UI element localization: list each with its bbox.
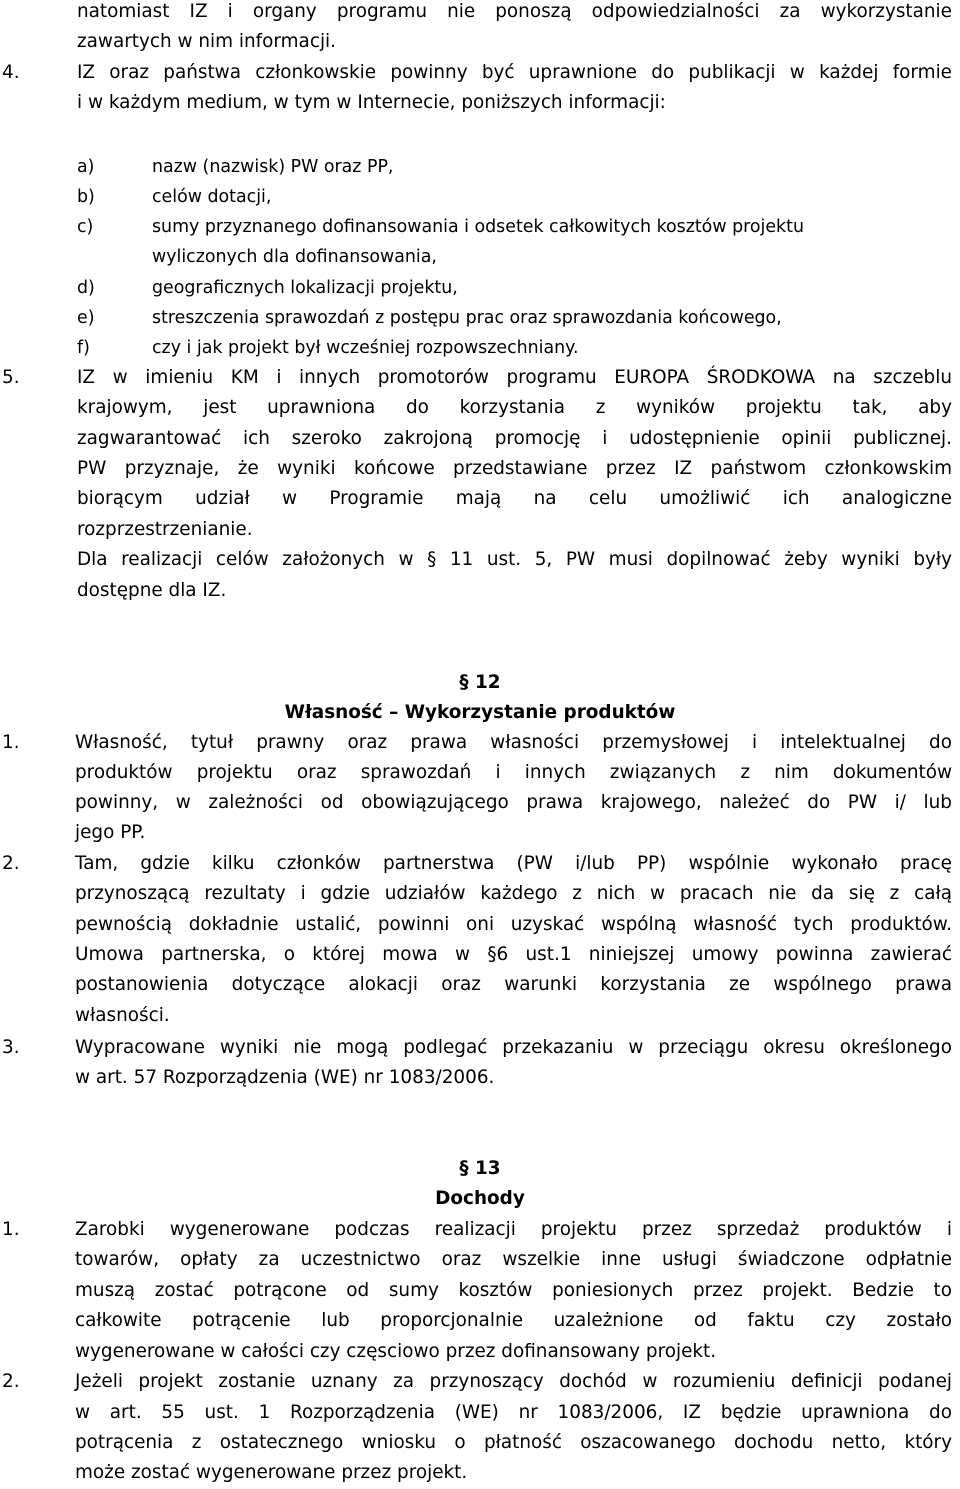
item5-line-7: Dla realizacji celów założonych w § 11 ust. 5, PW musi dopilnować żeby wyniki były (77, 549, 952, 570)
sec12-item1-line-2: produktów projektu oraz sprawozdań i innych związanych z nim dokumentów (75, 762, 952, 783)
section-12-number: § 12 (459, 672, 501, 693)
item3-line-1: natomiast IZ i organy programu nie ponoszą odpowiedzialności za wykorzystanie (77, 1, 952, 22)
sub-c-text-2: wyliczonych dla dofinansowania, (152, 247, 437, 267)
sub-d-text: geograficznych lokalizacji projektu, (152, 278, 458, 298)
sec12-item2-line-4: Umowa partnerska, o której mowa w §6 ust.1 niniejszej umowy powinna zawierać (75, 944, 952, 965)
item4-line-1: IZ oraz państwa członkowskie powinny być uprawnione do publikacji w każdej formie (77, 62, 952, 83)
sec13-item1-line-5: wygenerowane w całości czy częsciowo przez dofinansowany projekt. (75, 1341, 717, 1362)
item5-number: 5. (2, 367, 20, 388)
sec12-item1-line-4: jego PP. (75, 822, 146, 843)
sec13-item1-line-3: muszą zostać potrącone od sumy kosztów poniesionych przez projekt. Bedzie to (75, 1280, 952, 1301)
section-13-title: Dochody (435, 1188, 525, 1209)
sec13-item2-line-2: w art. 55 ust. 1 Rozporządzenia (WE) nr 1083/2006, IZ będzie uprawniona do (75, 1402, 952, 1423)
sub-e-text: streszczenia sprawozdań z postępu prac oraz sprawozdania końcowego, (152, 308, 782, 328)
sub-b-label: b) (77, 187, 95, 207)
sub-f-label: f) (77, 338, 90, 358)
item5-line-1: IZ w imieniu KM i innych promotorów programu EUROPA ŚRODKOWA na szczeblu (77, 367, 952, 388)
sec12-item2-line-2: przynoszącą rezultaty i gdzie udziałów każdego z nich w pracach nie da się z całą (75, 883, 952, 904)
item5-line-5: biorącym udział w Programie mają na celu umożliwić ich analogiczne (77, 488, 952, 509)
sec12-item1-line-1: Własność, tytuł prawny oraz prawa własności przemysłowej i intelektualnej do (75, 732, 952, 753)
sub-a-label: a) (77, 157, 95, 177)
sec12-item2-line-6: własności. (75, 1005, 170, 1026)
sec12-item3-line-2: w art. 57 Rozporządzenia (WE) nr 1083/2006. (75, 1067, 495, 1088)
sec13-item2-line-4: może zostać wygenerowane przez projekt. (75, 1462, 468, 1483)
item5-line-8: dostępne dla IZ. (77, 580, 227, 601)
sub-e-label: e) (77, 308, 95, 328)
sec13-item2-line-3: potrącenia z ostatecznego wniosku o płatność oszacowanego dochodu netto, który (75, 1432, 952, 1453)
sec13-item1-line-4: całkowite potrącenie lub proporcjonalnie uzależnione od faktu czy zostało (75, 1310, 952, 1331)
sec12-item1-line-3: powinny, w zależności od obowiązującego prawa krajowego, należeć do PW i/ lub (75, 792, 952, 813)
section-12-title: Własność – Wykorzystanie produktów (284, 702, 676, 723)
section-13-number: § 13 (459, 1158, 501, 1179)
item4-number: 4. (2, 62, 20, 83)
item4-line-2: i w każdym medium, w tym w Internecie, poniższych informacji: (77, 92, 666, 113)
sub-a-text: nazw (nazwisk) PW oraz PP, (152, 157, 394, 177)
item5-line-4: PW przyznaje, że wyniki końcowe przedstawiane przez IZ państwom członkowskim (77, 458, 952, 479)
sub-c-text-1: sumy przyznanego dofinansowania i odsetek całkowitych kosztów projektu (152, 217, 804, 237)
sec12-item2-line-5: postanowienia dotyczące alokacji oraz warunki korzystania ze wspólnego prawa (75, 974, 952, 995)
sec12-item2-number: 2. (2, 853, 20, 874)
sec12-item1-number: 1. (2, 732, 20, 753)
sub-c-label: c) (77, 217, 94, 237)
sec13-item2-line-1: Jeżeli projekt zostanie uznany za przynoszący dochód w rozumieniu definicji podanej (75, 1371, 952, 1392)
sec12-item3-line-1: Wypracowane wyniki nie mogą podlegać przekazaniu w przeciągu okresu określonego (75, 1037, 952, 1058)
sub-b-text: celów dotacji, (152, 187, 272, 207)
sec12-item3-number: 3. (2, 1037, 20, 1058)
sub-f-text: czy i jak projekt był wcześniej rozpowszechniany. (152, 338, 579, 358)
sec13-item2-number: 2. (2, 1371, 20, 1392)
item3-line-2: zawartych w nim informacji. (77, 31, 337, 52)
sec13-item1-number: 1. (2, 1219, 20, 1240)
sec13-item1-line-1: Zarobki wygenerowane podczas realizacji projektu przez sprzedaż produktów i (75, 1219, 952, 1240)
sec12-item2-line-3: pewnością dokładnie ustalić, powinni oni uzyskać wspólną własność tych produktów. (75, 914, 952, 935)
sec13-item1-line-2: towarów, opłaty za uczestnictwo oraz wszelkie inne usługi świadczone odpłatnie (75, 1249, 952, 1270)
item5-line-6: rozprzestrzenianie. (77, 519, 253, 540)
item5-line-3: zagwarantować ich szeroko zakrojoną promocję i udostępnienie opinii publicznej. (77, 428, 952, 449)
sec12-item2-line-1: Tam, gdzie kilku członków partnerstwa (PW i/lub PP) wspólnie wykonało pracę (75, 853, 952, 874)
sub-d-label: d) (77, 278, 95, 298)
item5-line-2: krajowym, jest uprawniona do korzystania z wyników projektu tak, aby (77, 397, 952, 418)
